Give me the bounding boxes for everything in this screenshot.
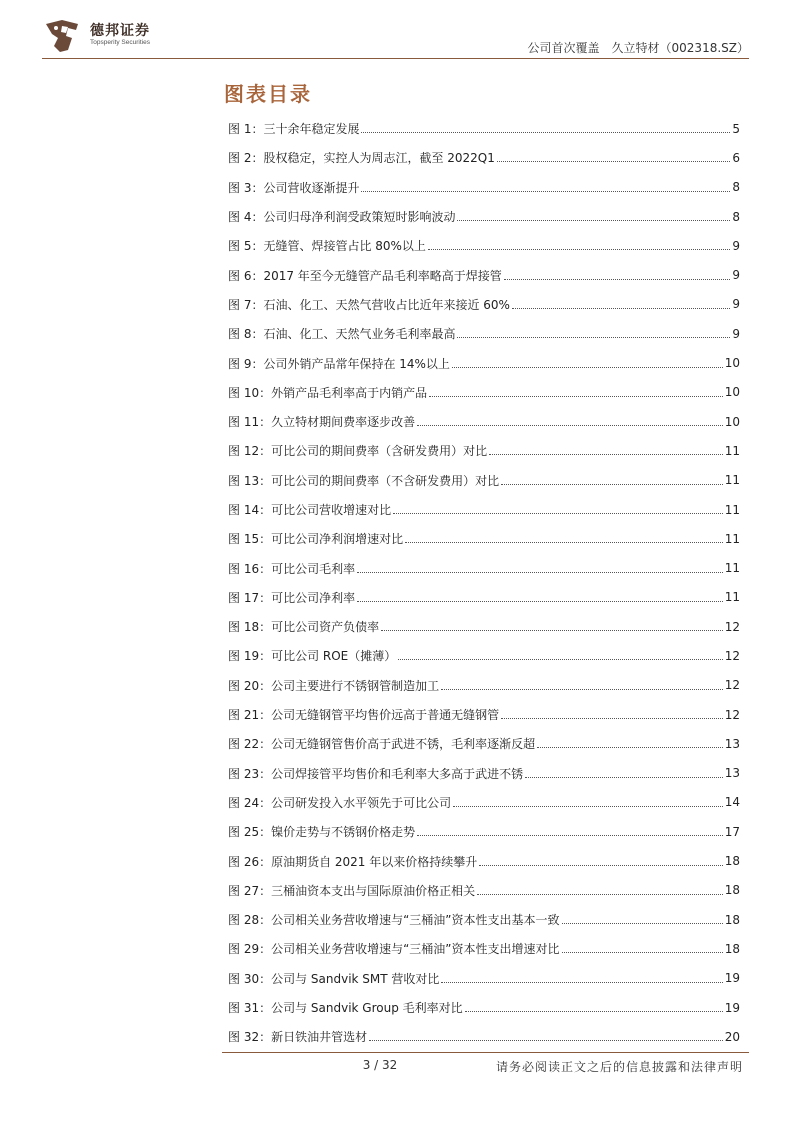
toc-dot-leader [525,777,723,778]
toc-entry[interactable] [228,817,740,846]
toc-entry-page: 20 [724,1029,740,1044]
toc-entry-page: 11 [724,502,740,517]
toc-entry-label: 图 3：公司营收逐渐提升 [228,180,360,195]
toc-entry-label: 图 15：可比公司净利润增速对比 [228,532,404,547]
toc-dot-leader [429,396,723,397]
report-tag: 公司首次覆盖 久立特材（002318.SZ） [527,41,749,55]
toc-dot-leader [398,659,722,660]
toc-entry[interactable] [228,612,740,641]
toc-entry-label: 图 29：公司相关业务营收增速与“三桶油”资本性支出增速对比 [228,942,560,957]
toc-entry-label: 图 18：可比公司资产负债率 [228,620,380,635]
toc-entry-label: 图 12：可比公司的期间费率（含研发费用）对比 [228,444,488,459]
toc-dot-leader [357,572,723,573]
toc-entry-page: 12 [724,707,740,722]
toc-entry[interactable] [228,729,740,758]
toc-dot-leader [393,513,723,514]
toc-entry[interactable] [228,671,740,700]
toc-entry-page: 9 [732,297,740,312]
toc-entry-label: 图 6：2017 年至今无缝管产品毛利率略高于焊接管 [228,268,502,283]
toc-dot-leader [512,308,730,309]
toc-dot-leader [457,220,730,221]
toc-entry-label: 图 17：可比公司净利率 [228,590,356,605]
toc-entry[interactable] [228,319,740,348]
toc-entry[interactable] [228,436,740,465]
toc-dot-leader [405,542,723,543]
toc-dot-leader [361,191,730,192]
toc-entry-page: 11 [724,443,740,458]
toc-dot-leader [457,337,730,338]
toc-entry[interactable] [228,348,740,377]
toc-entry-page: 8 [732,180,740,195]
toc-dot-leader [537,747,723,748]
toc-dot-leader [417,425,723,426]
toc-entry[interactable] [228,934,740,963]
toc-dot-leader [453,806,723,807]
toc-entry-label: 图 25：镍价走势与不锈钢价格走势 [228,825,416,840]
toc-entry-page: 18 [724,854,740,869]
toc-dot-leader [479,865,722,866]
toc-dot-leader [465,1011,723,1012]
toc-entry-page: 8 [732,209,740,224]
toc-entry[interactable] [228,993,740,1022]
toc-entry-page: 9 [732,238,740,253]
toc-entry-page: 6 [732,150,740,165]
toc-entry[interactable] [228,583,740,612]
toc-entry-page: 18 [724,883,740,898]
toc-entry[interactable] [228,846,740,875]
toc-entry-label: 图 23：公司焊接管平均售价和毛利率大多高于武进不锈 [228,766,524,781]
toc-entry-label: 图 5：无缝管、焊接管占比 80%以上 [228,239,426,254]
toc-entry-label: 图 16：可比公司毛利率 [228,561,356,576]
toc-dot-leader [477,894,723,895]
toc-entry-page: 11 [724,590,740,605]
toc-entry-label: 图 10：外销产品毛利率高于内销产品 [228,385,428,400]
toc-entry-label: 图 9：公司外销产品常年保持在 14%以上 [228,356,450,371]
toc-entry[interactable] [228,876,740,905]
toc-entry[interactable] [228,290,740,319]
toc-entry-page: 18 [724,941,740,956]
toc-entry[interactable] [228,231,740,260]
toc-dot-leader [357,601,723,602]
logo-chinese-name: 德邦证券 [90,23,150,39]
toc-entry[interactable] [228,524,740,553]
toc-dot-leader [452,367,723,368]
toc-entry-page: 11 [724,531,740,546]
toc-entry[interactable] [228,378,740,407]
footer-divider [222,1052,749,1053]
toc-entry-page: 13 [724,766,740,781]
toc-entry-page: 11 [724,473,740,488]
toc-entry[interactable] [228,114,740,143]
toc-entry-page: 10 [724,414,740,429]
toc-entry-page: 13 [724,736,740,751]
toc-entry-page: 17 [724,824,740,839]
toc-entry-label: 图 28：公司相关业务营收增速与“三桶油”资本性支出基本一致 [228,913,560,928]
toc-entry-page: 12 [724,678,740,693]
toc-dot-leader [501,718,723,719]
toc-entry-label: 图 11：久立特材期间费率逐步改善 [228,415,416,430]
toc-dot-leader [441,982,722,983]
header-divider [42,58,749,59]
toc-entry-page: 5 [732,121,740,136]
toc-entry-label: 图 22：公司无缝钢管售价高于武进不锈，毛利率逐渐反超 [228,737,536,752]
toc-dot-leader [369,1040,723,1041]
logo-english-name: Topsperity Securities [90,39,150,46]
toc-entry-page: 11 [724,561,740,576]
toc-dot-leader [417,835,723,836]
toc-entry-label: 图 27：三桶油资本支出与国际原油价格正相关 [228,883,476,898]
toc-entry-page: 12 [724,648,740,663]
toc-entry-label: 图 1：三十余年稳定发展 [228,122,360,137]
toc-entry-page: 9 [732,268,740,283]
toc-entry-page: 19 [724,971,740,986]
toc-entry-page: 14 [724,795,740,810]
toc-dot-leader [428,249,730,250]
toc-dot-leader [504,279,731,280]
toc-entry[interactable] [228,143,740,172]
toc-entry-label: 图 31：公司与 Sandvik Group 毛利率对比 [228,1001,463,1016]
toc-entry-label: 图 26：原油期货自 2021 年以来价格持续攀升 [228,854,478,869]
toc-entry-page: 18 [724,912,740,927]
toc-entry-label: 图 13：可比公司的期间费率（不含研发费用）对比 [228,473,500,488]
logo-mark-icon [42,16,82,54]
toc-entry-label: 图 2：股权稳定，实控人为周志江，截至 2022Q1 [228,151,495,166]
toc-entry[interactable] [228,788,740,817]
toc-entry[interactable] [228,173,740,202]
toc-entry[interactable] [228,905,740,934]
toc-entry-label: 图 20：公司主要进行不锈钢管制造加工 [228,678,440,693]
toc-entry[interactable] [228,641,740,670]
toc-entry-page: 12 [724,619,740,634]
toc-entry-label: 图 24：公司研发投入水平领先于可比公司 [228,795,452,810]
legal-disclaimer: 请务必阅读正文之后的信息披露和法律声明 [495,1060,743,1074]
toc-entry[interactable] [228,407,740,436]
toc-title: 图表目录 [224,82,312,106]
toc-entry[interactable] [228,1022,740,1051]
toc-entry-label: 图 7：石油、化工、天然气营收占比近年来接近 60% [228,297,510,312]
toc-list [228,114,740,1052]
toc-entry-page: 9 [732,326,740,341]
toc-entry-page: 19 [724,1000,740,1015]
toc-dot-leader [361,132,730,133]
toc-entry[interactable] [228,495,740,524]
toc-entry[interactable] [228,964,740,993]
toc-entry[interactable] [228,466,740,495]
toc-entry-label: 图 19：可比公司 ROE（摊薄） [228,649,397,664]
page-indicator: 3 / 32 [362,1058,398,1072]
toc-dot-leader [497,161,730,162]
toc-entry-page: 10 [724,385,740,400]
toc-entry[interactable] [228,260,740,289]
toc-dot-leader [381,630,723,631]
toc-dot-leader [501,484,723,485]
toc-entry[interactable] [228,553,740,582]
toc-entry-label: 图 14：可比公司营收增速对比 [228,503,392,517]
toc-entry[interactable] [228,759,740,788]
toc-entry-label: 图 4：公司归母净利润受政策短时影响波动 [228,210,456,225]
toc-entry-label: 图 8：石油、化工、天然气业务毛利率最高 [228,327,456,342]
toc-entry-label: 图 21：公司无缝钢管平均售价远高于普通无缝钢管 [228,708,500,723]
toc-entry[interactable] [228,700,740,729]
toc-entry-label: 图 32：新日铁油井管选材 [228,1030,368,1045]
toc-entry-label: 图 30：公司与 Sandvik SMT 营收对比 [228,971,440,986]
toc-entry-page: 10 [724,356,740,371]
toc-dot-leader [489,454,723,455]
toc-dot-leader [441,689,723,690]
toc-dot-leader [562,952,723,953]
toc-entry[interactable] [228,202,740,231]
company-logo [42,16,162,56]
toc-dot-leader [562,923,723,924]
